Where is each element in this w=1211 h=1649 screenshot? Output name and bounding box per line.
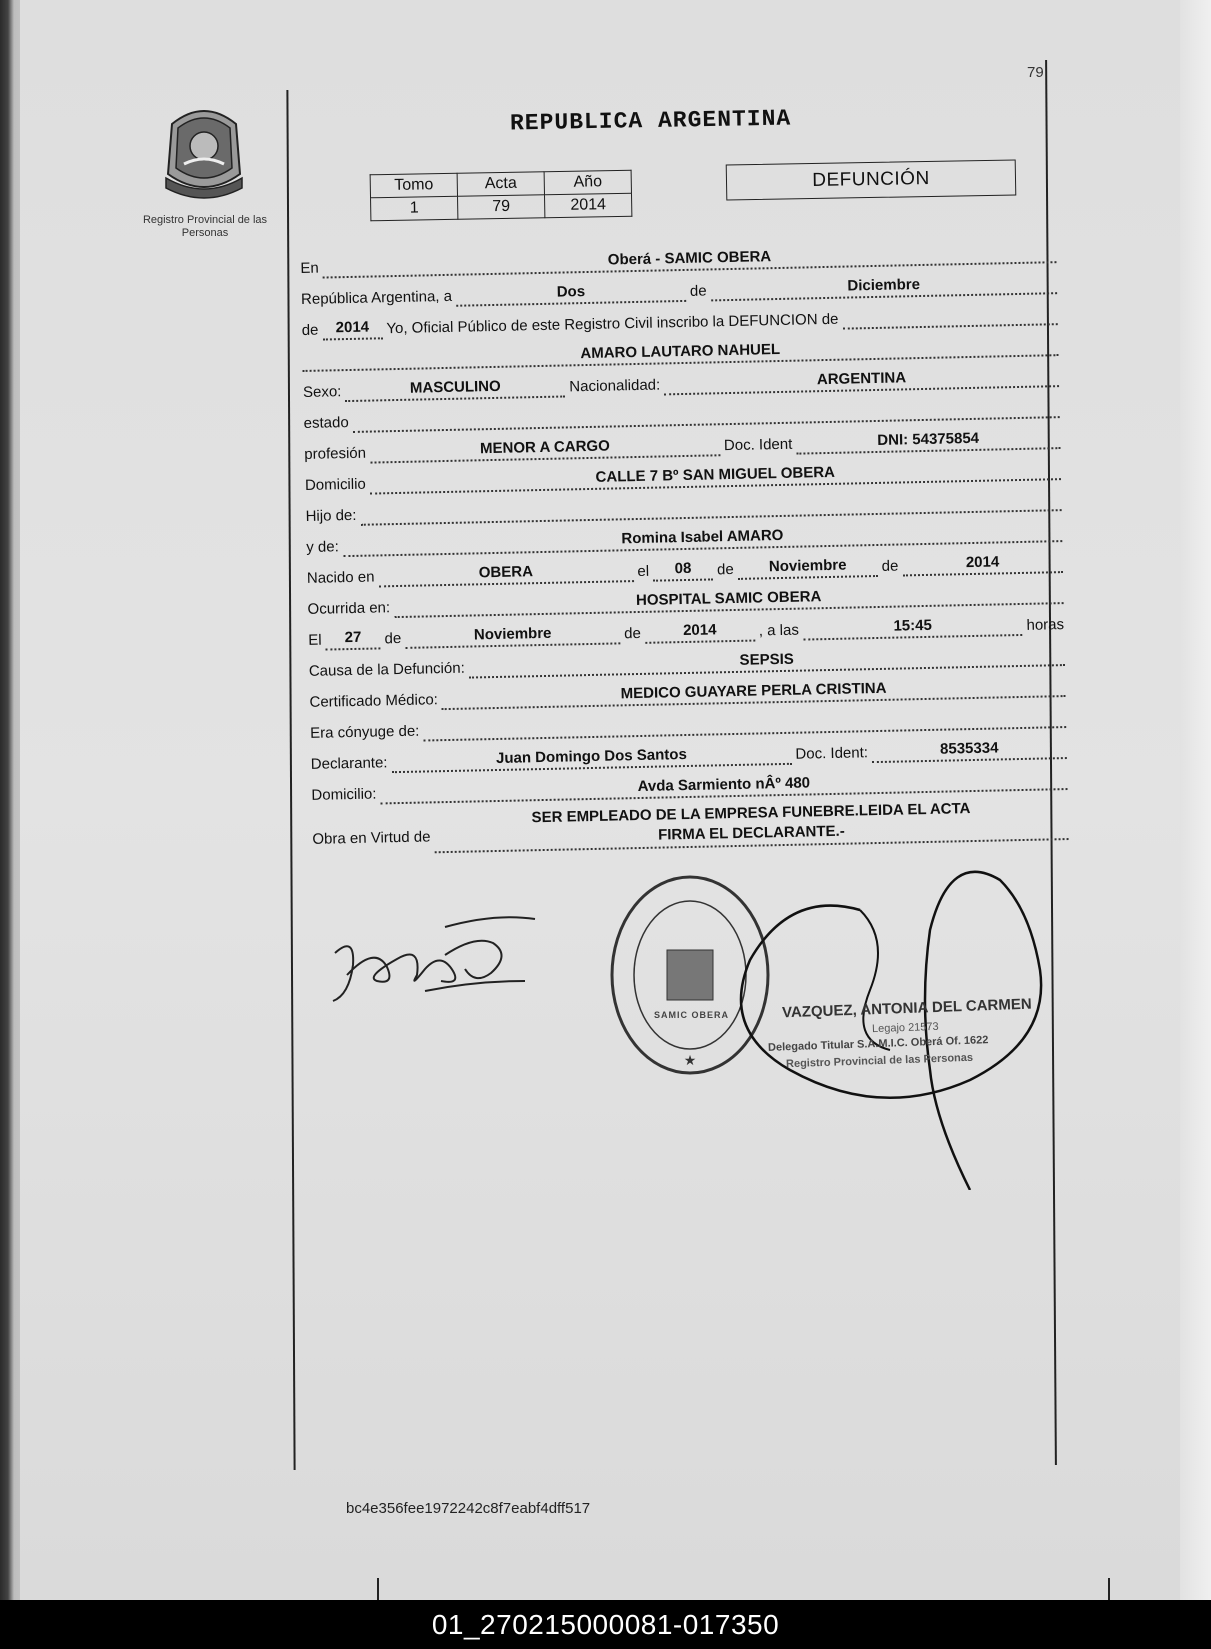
label-ocurrida: Ocurrida en: [307,599,391,618]
document-hash: bc4e356fee1972242c8f7eabf4dff517 [346,1500,591,1517]
label-domicilio: Domicilio [304,475,366,494]
record-value-tomo: 1 [371,196,458,221]
field-ocurrida: HOSPITAL SAMIC OBERA [394,583,1064,618]
field-nac-mes: Noviembre [738,556,878,580]
label-de: de [689,282,707,300]
field-virtud-line1: SER EMPLEADO DE LA EMPRESA FUNEBRE.LEIDA EL ACTA [531,800,971,827]
field-def-hora: 15:45 [803,615,1023,641]
label-yde: y de: [306,538,339,556]
seal-inner-text: SAMIC OBERA [654,1010,730,1020]
label-nac-de2: de [881,557,899,575]
record-header-acta: Acta [457,172,544,197]
field-virtud-line2: FIRMA EL DECLARANTE.- [657,822,845,844]
bottom-tick-right [1108,1578,1110,1600]
label-republica: República Argentina, a [300,287,453,308]
footer-id: 01_270215000081-017350 [0,1600,1211,1649]
label-sexo: Sexo: [302,383,342,401]
stamp-registry: Registro Provincial de las Personas [785,1051,974,1071]
field-declarante: Juan Domingo Dos Santos [391,744,791,773]
label-el: el [637,562,650,581]
field-def-dia: 27 [325,628,380,650]
declarant-signature [325,915,545,1015]
field-nombre: AMARO LAUTARO NAHUEL [302,335,1058,372]
field-def-mes: Noviembre [405,623,620,648]
label-de2: de [301,321,319,339]
label-en: En [300,259,319,277]
label-alas: , a las [758,621,800,640]
record-value-acta: 79 [458,195,545,220]
field-nac-dia: 08 [653,559,713,581]
label-def-de: de [384,629,402,648]
label-el2: El [308,631,322,649]
label-nacionalidad: Nacionalidad: [569,376,661,396]
label-nacido: Nacido en [306,568,375,587]
death-certificate-form [300,232,1073,856]
field-doc: DNI: 54375854 [796,428,1060,455]
field-yde: Romina Isabel AMARO [343,521,1063,557]
label-yo: Yo, Oficial Público de este Registro Civil inscribo la DEFUNCION de [386,310,839,338]
label-causa: Causa de la Defunción: [308,659,465,680]
label-certificado: Certificado Médico: [309,691,439,711]
field-anio: 2014 [322,318,382,340]
record-value-anio: 2014 [544,193,631,218]
seal-star-icon: ★ [683,1052,697,1068]
stamp-office: Delegado Titular S.A.M.I.C. Oberá Of. 1622 [767,1034,989,1054]
label-doc: Doc. Ident [723,435,793,455]
field-certificado: MEDICO GUAYARE PERLA CRISTINA [442,676,1066,710]
record-header-tomo: Tomo [370,173,457,198]
page-number: 79 [1027,64,1044,81]
field-en: Oberá - SAMIC OBERA [323,242,1057,278]
label-virtud: Obra en Virtud de [312,828,431,848]
record-header-anio: Año [544,170,631,195]
field-dia: Dos [456,281,686,307]
bottom-tick-left [377,1578,379,1600]
label-declarante: Declarante: [310,754,388,773]
field-nacionalidad: ARGENTINA [664,366,1059,395]
field-nacido: OBERA [378,561,633,587]
field-def-anio: 2014 [645,621,755,644]
field-profesion: MENOR A CARGO [370,435,720,463]
label-decl-domicilio: Domicilio: [311,785,377,804]
label-hijo: Hijo de: [305,506,357,525]
record-type-box: DEFUNCIÓN [726,159,1017,200]
label-profesion: profesión [304,444,367,463]
label-conyuge: Era cónyuge de: [309,722,420,742]
record-table [370,170,633,222]
misiones-crest-icon [158,104,250,200]
stamp-name: VAZQUEZ, ANTONIA DEL CARMEN [781,995,1032,1022]
registry-name: Registro Provincial de las Personas [142,214,268,239]
document-title: REPUBLICA ARGENTINA [509,105,792,137]
field-causa: SEPSIS [469,645,1065,678]
field-decl-domicilio: Avda Sarmiento nÂº 480 [380,769,1067,804]
label-nac-de: de [716,560,734,579]
field-mes: Diciembre [710,273,1057,301]
label-def-de2: de [624,624,642,643]
label-estado: estado [303,414,349,432]
field-domicilio: CALLE 7 Bº SAN MIGUEL OBERA [370,459,1061,494]
field-decl-doc: 8535334 [872,738,1067,763]
field-sexo: MASCULINO [345,376,565,402]
label-decl-doc: Doc. Ident: [795,744,869,763]
stamp-legajo: Legajo 21573 [871,1020,939,1036]
label-horas: horas [1026,616,1065,634]
field-nac-anio: 2014 [902,552,1063,576]
